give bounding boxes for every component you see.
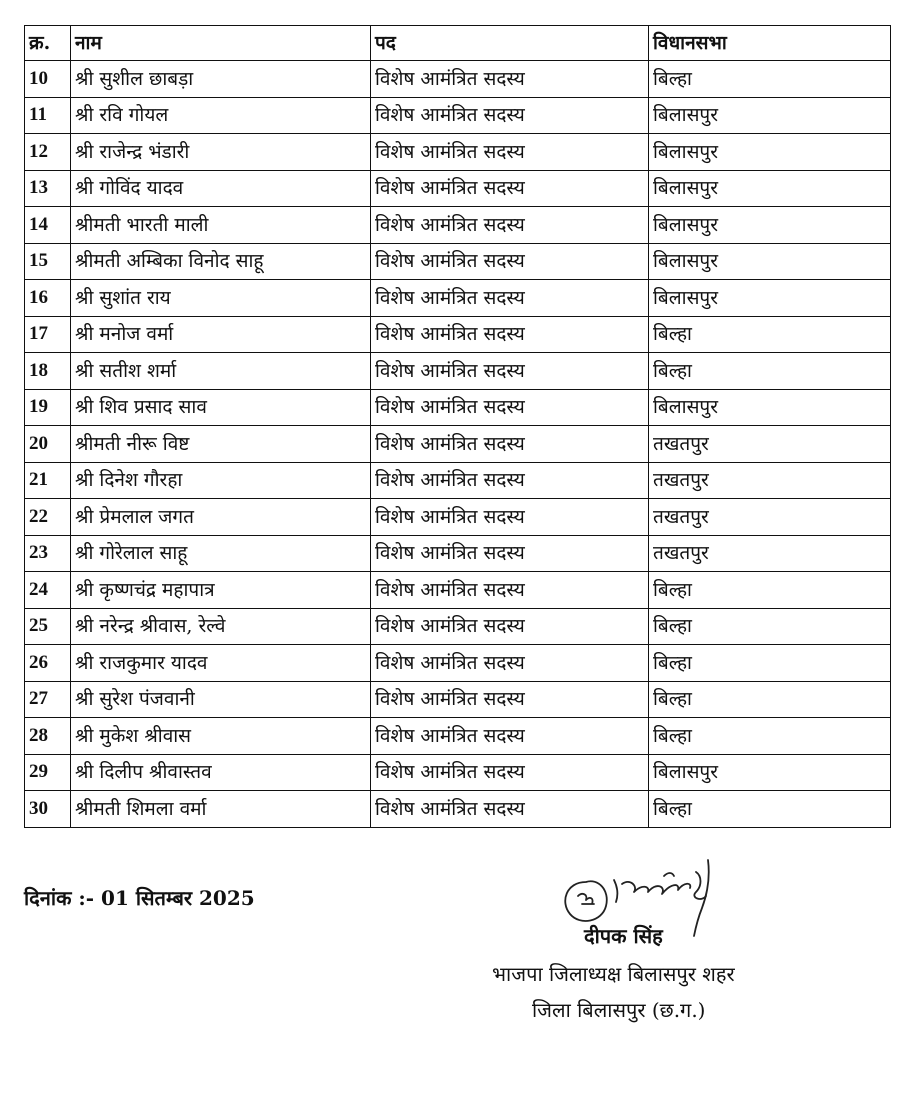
row-member-name: श्रीमती अम्बिका विनोद साहू	[71, 243, 371, 280]
row-serial-number: 21	[25, 462, 71, 499]
row-constituency: बिलासपुर	[649, 280, 891, 317]
row-member-name: श्री सतीश शर्मा	[71, 353, 371, 390]
header-post: पद	[371, 26, 649, 61]
row-constituency: बिल्हा	[649, 608, 891, 645]
row-post: विशेष आमंत्रित सदस्य	[371, 207, 649, 244]
table-row	[25, 572, 891, 609]
row-post: विशेष आमंत्रित सदस्य	[371, 61, 649, 98]
row-post: विशेष आमंत्रित सदस्य	[371, 243, 649, 280]
table-row	[25, 645, 891, 682]
row-constituency: तखतपुर	[649, 499, 891, 536]
row-constituency: बिलासपुर	[649, 97, 891, 134]
table-row	[25, 61, 891, 98]
row-serial-number: 24	[25, 572, 71, 609]
row-serial-number: 19	[25, 389, 71, 426]
row-member-name: श्री प्रेमलाल जगत	[71, 499, 371, 536]
table-row	[25, 499, 891, 536]
row-member-name: श्री मनोज वर्मा	[71, 316, 371, 353]
signatory-name: दीपक सिंह	[584, 924, 663, 948]
row-post: विशेष आमंत्रित सदस्य	[371, 535, 649, 572]
row-member-name: श्री राजकुमार यादव	[71, 645, 371, 682]
row-post: विशेष आमंत्रित सदस्य	[371, 681, 649, 718]
row-member-name: श्री सुशांत राय	[71, 280, 371, 317]
row-constituency: तखतपुर	[649, 426, 891, 463]
row-serial-number: 14	[25, 207, 71, 244]
table-row	[25, 791, 891, 828]
row-post: विशेष आमंत्रित सदस्य	[371, 608, 649, 645]
row-post: विशेष आमंत्रित सदस्य	[371, 791, 649, 828]
row-member-name: श्री शिव प्रसाद साव	[71, 389, 371, 426]
members-table	[24, 25, 891, 828]
row-serial-number: 11	[25, 97, 71, 134]
table-row	[25, 754, 891, 791]
table-row	[25, 207, 891, 244]
row-post: विशेष आमंत्रित सदस्य	[371, 316, 649, 353]
signatory-title: भाजपा जिलाध्यक्ष बिलासपुर शहर	[492, 962, 735, 986]
row-member-name: श्री राजेन्द्र भंडारी	[71, 134, 371, 171]
row-serial-number: 13	[25, 170, 71, 207]
row-constituency: बिलासपुर	[649, 207, 891, 244]
table-row	[25, 681, 891, 718]
row-post: विशेष आमंत्रित सदस्य	[371, 97, 649, 134]
row-member-name: श्री गोरेलाल साहू	[71, 535, 371, 572]
row-member-name: श्री दिनेश गौरहा	[71, 462, 371, 499]
row-constituency: बिल्हा	[649, 316, 891, 353]
table-row	[25, 243, 891, 280]
row-constituency: बिल्हा	[649, 791, 891, 828]
row-serial-number: 29	[25, 754, 71, 791]
row-constituency: बिल्हा	[649, 572, 891, 609]
row-post: विशेष आमंत्रित सदस्य	[371, 572, 649, 609]
table-row	[25, 426, 891, 463]
table-body	[25, 61, 891, 828]
row-serial-number: 23	[25, 535, 71, 572]
row-constituency: बिलासपुर	[649, 170, 891, 207]
signatory-place: जिला बिलासपुर (छ.ग.)	[532, 998, 706, 1022]
row-constituency: बिल्हा	[649, 718, 891, 755]
row-serial-number: 25	[25, 608, 71, 645]
row-member-name: श्री सुरेश पंजवानी	[71, 681, 371, 718]
row-serial-number: 15	[25, 243, 71, 280]
row-serial-number: 18	[25, 353, 71, 390]
row-serial-number: 22	[25, 499, 71, 536]
row-post: विशेष आमंत्रित सदस्य	[371, 353, 649, 390]
table-row	[25, 170, 891, 207]
row-constituency: बिल्हा	[649, 645, 891, 682]
row-post: विशेष आमंत्रित सदस्य	[371, 280, 649, 317]
row-constituency: बिल्हा	[649, 353, 891, 390]
row-post: विशेष आमंत्रित सदस्य	[371, 718, 649, 755]
row-member-name: श्री गोविंद यादव	[71, 170, 371, 207]
row-constituency: बिल्हा	[649, 681, 891, 718]
row-serial-number: 16	[25, 280, 71, 317]
table-row	[25, 462, 891, 499]
row-member-name: श्री नरेन्द्र श्रीवास, रेल्वे	[71, 608, 371, 645]
row-member-name: श्रीमती भारती माली	[71, 207, 371, 244]
row-post: विशेष आमंत्रित सदस्य	[371, 134, 649, 171]
table-row	[25, 280, 891, 317]
row-serial-number: 26	[25, 645, 71, 682]
row-serial-number: 27	[25, 681, 71, 718]
header-name: नाम	[71, 26, 371, 61]
table-row	[25, 134, 891, 171]
header-constituency: विधानसभा	[649, 26, 891, 61]
table-row	[25, 535, 891, 572]
table-row	[25, 97, 891, 134]
row-post: विशेष आमंत्रित सदस्य	[371, 462, 649, 499]
row-member-name: श्री दिलीप श्रीवास्तव	[71, 754, 371, 791]
table-row	[25, 608, 891, 645]
row-post: विशेष आमंत्रित सदस्य	[371, 426, 649, 463]
row-member-name: श्रीमती शिमला वर्मा	[71, 791, 371, 828]
row-constituency: बिलासपुर	[649, 243, 891, 280]
row-constituency: बिलासपुर	[649, 754, 891, 791]
row-member-name: श्रीमती नीरू विष्ट	[71, 426, 371, 463]
row-post: विशेष आमंत्रित सदस्य	[371, 754, 649, 791]
row-post: विशेष आमंत्रित सदस्य	[371, 645, 649, 682]
row-member-name: श्री रवि गोयल	[71, 97, 371, 134]
row-serial-number: 10	[25, 61, 71, 98]
row-constituency: तखतपुर	[649, 535, 891, 572]
document-date: दिनांक :- 01 सितम्बर 2025	[24, 886, 255, 910]
row-post: विशेष आमंत्रित सदस्य	[371, 499, 649, 536]
row-serial-number: 20	[25, 426, 71, 463]
table-row	[25, 718, 891, 755]
row-serial-number: 28	[25, 718, 71, 755]
table-row	[25, 389, 891, 426]
row-member-name: श्री सुशील छाबड़ा	[71, 61, 371, 98]
row-member-name: श्री मुकेश श्रीवास	[71, 718, 371, 755]
row-constituency: बिलासपुर	[649, 134, 891, 171]
row-serial-number: 30	[25, 791, 71, 828]
table-header-row	[25, 26, 891, 61]
header-serial-number: क्र.	[25, 26, 71, 61]
table-row	[25, 316, 891, 353]
row-constituency: तखतपुर	[649, 462, 891, 499]
row-post: विशेष आमंत्रित सदस्य	[371, 170, 649, 207]
row-constituency: बिल्हा	[649, 61, 891, 98]
row-member-name: श्री कृष्णचंद्र महापात्र	[71, 572, 371, 609]
row-post: विशेष आमंत्रित सदस्य	[371, 389, 649, 426]
row-serial-number: 17	[25, 316, 71, 353]
row-constituency: बिलासपुर	[649, 389, 891, 426]
row-serial-number: 12	[25, 134, 71, 171]
table-row	[25, 353, 891, 390]
